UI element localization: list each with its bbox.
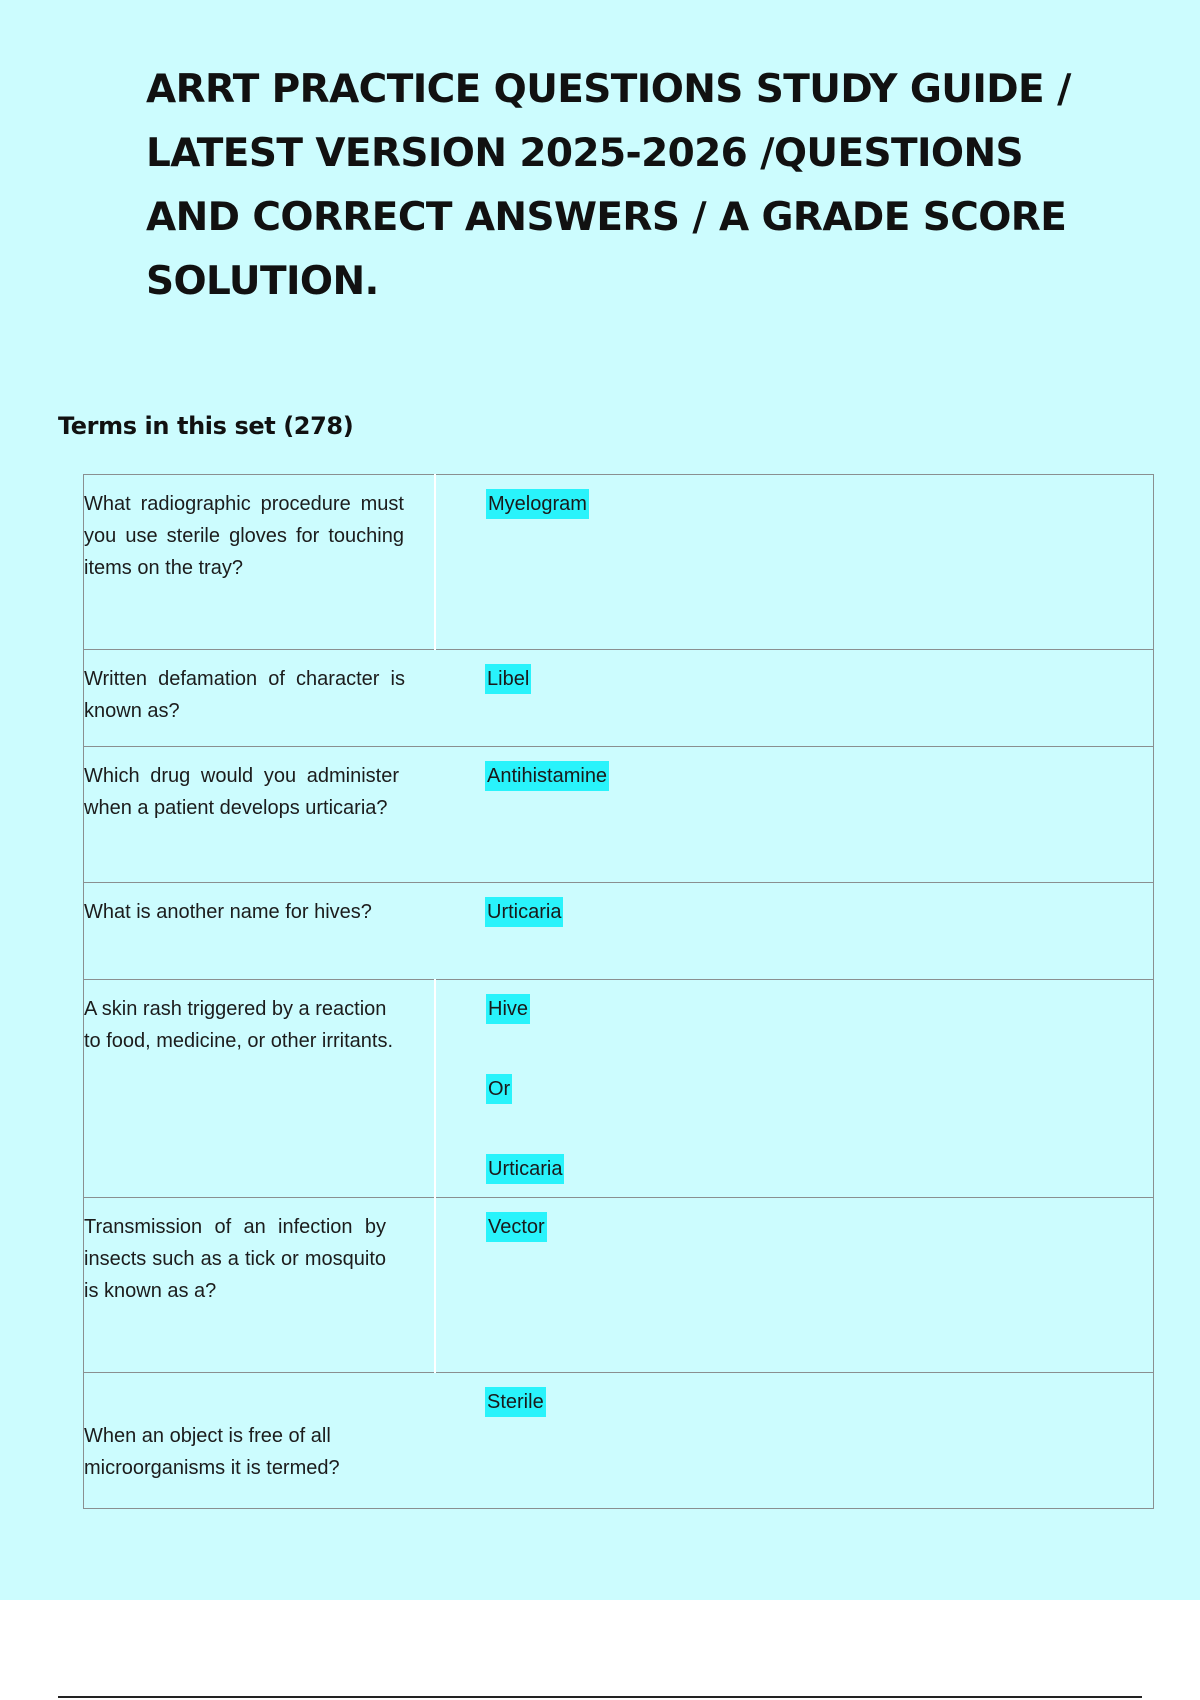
footer-divider bbox=[58, 1696, 1142, 1698]
term-answer-cell bbox=[435, 1373, 1154, 1509]
term-question: Written defamation of character is known as? bbox=[84, 650, 436, 747]
term-question: Transmission of an infection by insects such as a tick or mosquito is known as a? bbox=[84, 1198, 436, 1373]
term-answer: Sterile bbox=[485, 1387, 546, 1417]
term-row bbox=[84, 650, 1154, 747]
term-row bbox=[84, 475, 1154, 650]
term-answer: Libel bbox=[485, 664, 531, 694]
term-answer: Hive bbox=[486, 994, 530, 1024]
term-row bbox=[84, 1373, 1154, 1509]
term-question: What radiographic procedure must you use sterile gloves for touching items on the tray? bbox=[84, 475, 436, 650]
term-answer: Myelogram bbox=[486, 489, 589, 519]
term-answer: Antihistamine bbox=[485, 761, 609, 791]
term-answer-cell bbox=[435, 980, 1154, 1198]
document-title: ARRT PRACTICE QUESTIONS STUDY GUIDE / LATEST VERSION 2025-2026 /QUESTIONS AND CORRECT ANSWERS / A GRADE SCORE SOLUTION. bbox=[146, 67, 1071, 304]
term-answer-cell bbox=[435, 475, 1154, 650]
term-row bbox=[84, 1198, 1154, 1373]
terms-table bbox=[83, 474, 1154, 1509]
term-question: When an object is free of all microorganisms it is termed? bbox=[84, 1373, 436, 1509]
term-row bbox=[84, 747, 1154, 883]
term-answer: Vector bbox=[486, 1212, 547, 1242]
term-answer-cell bbox=[435, 1198, 1154, 1373]
term-answer: Urticaria bbox=[485, 897, 563, 927]
term-answer: Urticaria bbox=[486, 1154, 564, 1184]
term-answer-cell bbox=[435, 747, 1154, 883]
terms-count-heading: Terms in this set (278) bbox=[58, 412, 354, 440]
term-row bbox=[84, 980, 1154, 1198]
answer-stack bbox=[486, 993, 1153, 1185]
term-answer: Or bbox=[486, 1074, 512, 1104]
term-answer-cell bbox=[435, 883, 1154, 980]
term-row bbox=[84, 883, 1154, 980]
term-question: Which drug would you administer when a patient develops urticaria? bbox=[84, 747, 436, 883]
term-question: A skin rash triggered by a reaction to food, medicine, or other irritants. bbox=[84, 980, 436, 1198]
term-answer-cell bbox=[435, 650, 1154, 747]
term-question: What is another name for hives? bbox=[84, 883, 436, 980]
